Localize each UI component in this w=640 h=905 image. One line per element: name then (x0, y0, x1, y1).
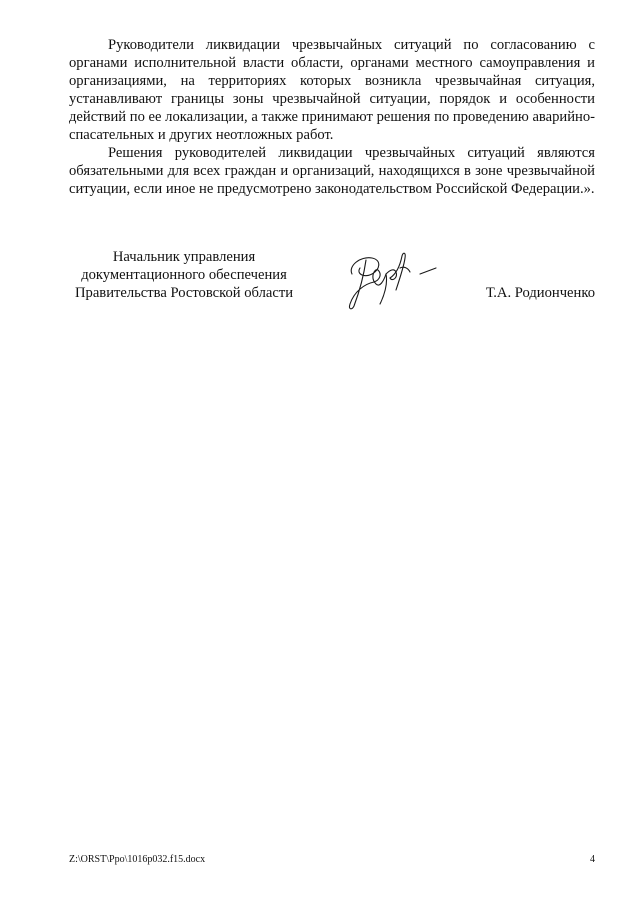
signer-name: Т.А. Родионченко (485, 285, 595, 301)
handwritten-signature-icon (330, 244, 460, 316)
document-body (69, 36, 595, 198)
footer-file-path: Z:\ORST\Ppo\1016p032.f15.docx (69, 854, 206, 865)
page-number: 4 (590, 854, 595, 865)
signer-position-line: Правительства Ростовской области (74, 285, 294, 301)
signature-block (0, 244, 640, 324)
signer-position-line: документационного обеспечения (81, 267, 287, 283)
paragraph-decisions-binding: Решения руководителей ликвидации чрезвычайных ситуаций являются обязательными для всех граждан и организаций, находящихся в зоне чрезвычайной ситуации, если иное не предусмотрено законодательством Российской Федерации.». (69, 145, 595, 197)
signer-position (64, 248, 304, 302)
signer-position-line: Начальник управления (112, 249, 256, 265)
paragraph-liquidation-leaders: Руководители ликвидации чрезвычайных ситуаций по согласованию с органами исполнительной власти области, органами местного самоуправления и организациями, на территориях которых возникла чрезвычайная ситуация, устанавливают границы зоны чрезвычайной ситуации, порядок и особенности действий по ее локализации, а также принимают решения по проведению аварийно-спасательных и других неотложных работ. (69, 37, 595, 143)
